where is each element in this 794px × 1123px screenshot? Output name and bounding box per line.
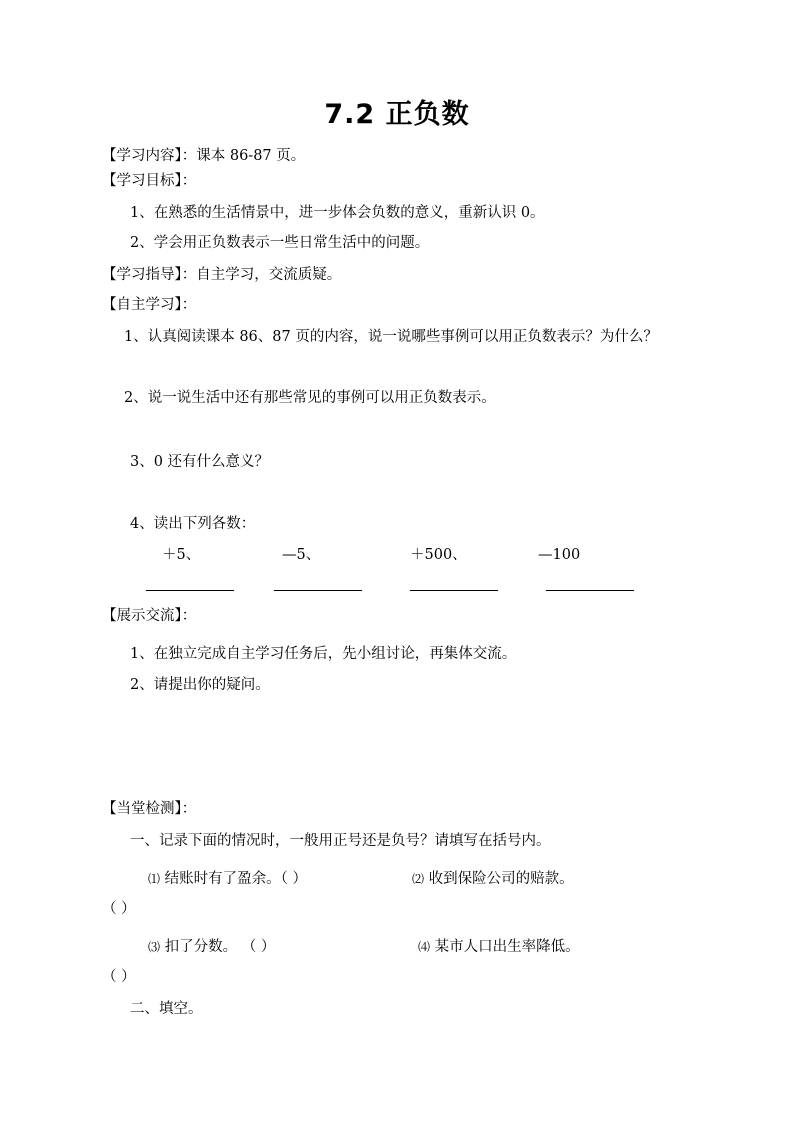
check-item-2	[412, 869, 574, 889]
answer-parentheses[interactable]: （ ）	[102, 901, 136, 917]
number-item: ＋500、	[410, 547, 467, 563]
self-study-question: 4、读出下列各数：	[130, 516, 256, 532]
goal-item: 1、在熟悉的生活情景中，进一步体会负数的意义，重新认识 0。	[130, 205, 545, 221]
item-number: ⑷	[418, 940, 431, 954]
page-title: 7.2 正负数	[324, 99, 470, 130]
self-study-question: 3、0 还有什么意义？	[130, 454, 270, 470]
check-item-1	[148, 869, 307, 889]
check-item-3	[148, 937, 275, 957]
number-item: —5、	[282, 547, 321, 563]
item-number: ⑶	[148, 940, 161, 954]
self-study-question: 2、说一说生活中还有那些常见的事例可以用正负数表示。	[124, 390, 496, 406]
check-item-4	[418, 937, 580, 957]
item-text: 某市人口出生率降低。	[434, 939, 580, 955]
study-content: 【学习内容】：课本 86-87 页。	[102, 148, 306, 164]
answer-parentheses[interactable]: （ ）	[102, 969, 136, 985]
goal-item: 2、学会用正负数表示一些日常生活中的问题。	[130, 235, 430, 251]
self-study-heading: 【自主学习】：	[102, 297, 197, 313]
item-number: ⑵	[412, 872, 425, 886]
check-part-one: 一、记录下面的情况时，一般用正号还是负号？请填写在括号内。	[130, 833, 551, 849]
number-item: —100	[538, 547, 581, 563]
item-text: 结账时有了盈余。（ ）	[164, 871, 307, 887]
self-study-question: 1、认真阅读课本 86、87 页的内容，说一说哪些事例可以用正负数表示？为什么？	[124, 329, 658, 345]
exchange-heading: 【展示交流】：	[102, 608, 197, 624]
answer-blank[interactable]	[546, 590, 634, 591]
item-text: 收到保险公司的赔款。	[428, 871, 574, 887]
item-number: ⑴	[148, 872, 161, 886]
item-text: 扣了分数。 （ ）	[164, 939, 276, 955]
answer-blank[interactable]	[410, 590, 498, 591]
answer-blank[interactable]	[146, 590, 234, 591]
goals-heading: 【学习目标】：	[102, 173, 197, 189]
number-item: ＋5、	[162, 547, 201, 563]
check-part-two: 二、填空。	[130, 1001, 203, 1017]
check-heading: 【当堂检测】：	[102, 801, 197, 817]
exchange-item: 1、在独立完成自主学习任务后，先小组讨论，再集体交流。	[130, 646, 517, 662]
answer-blank[interactable]	[274, 590, 362, 591]
exchange-item: 2、请提出你的疑问。	[130, 677, 270, 693]
study-guidance: 【学习指导】：自主学习，交流质疑。	[102, 267, 342, 283]
